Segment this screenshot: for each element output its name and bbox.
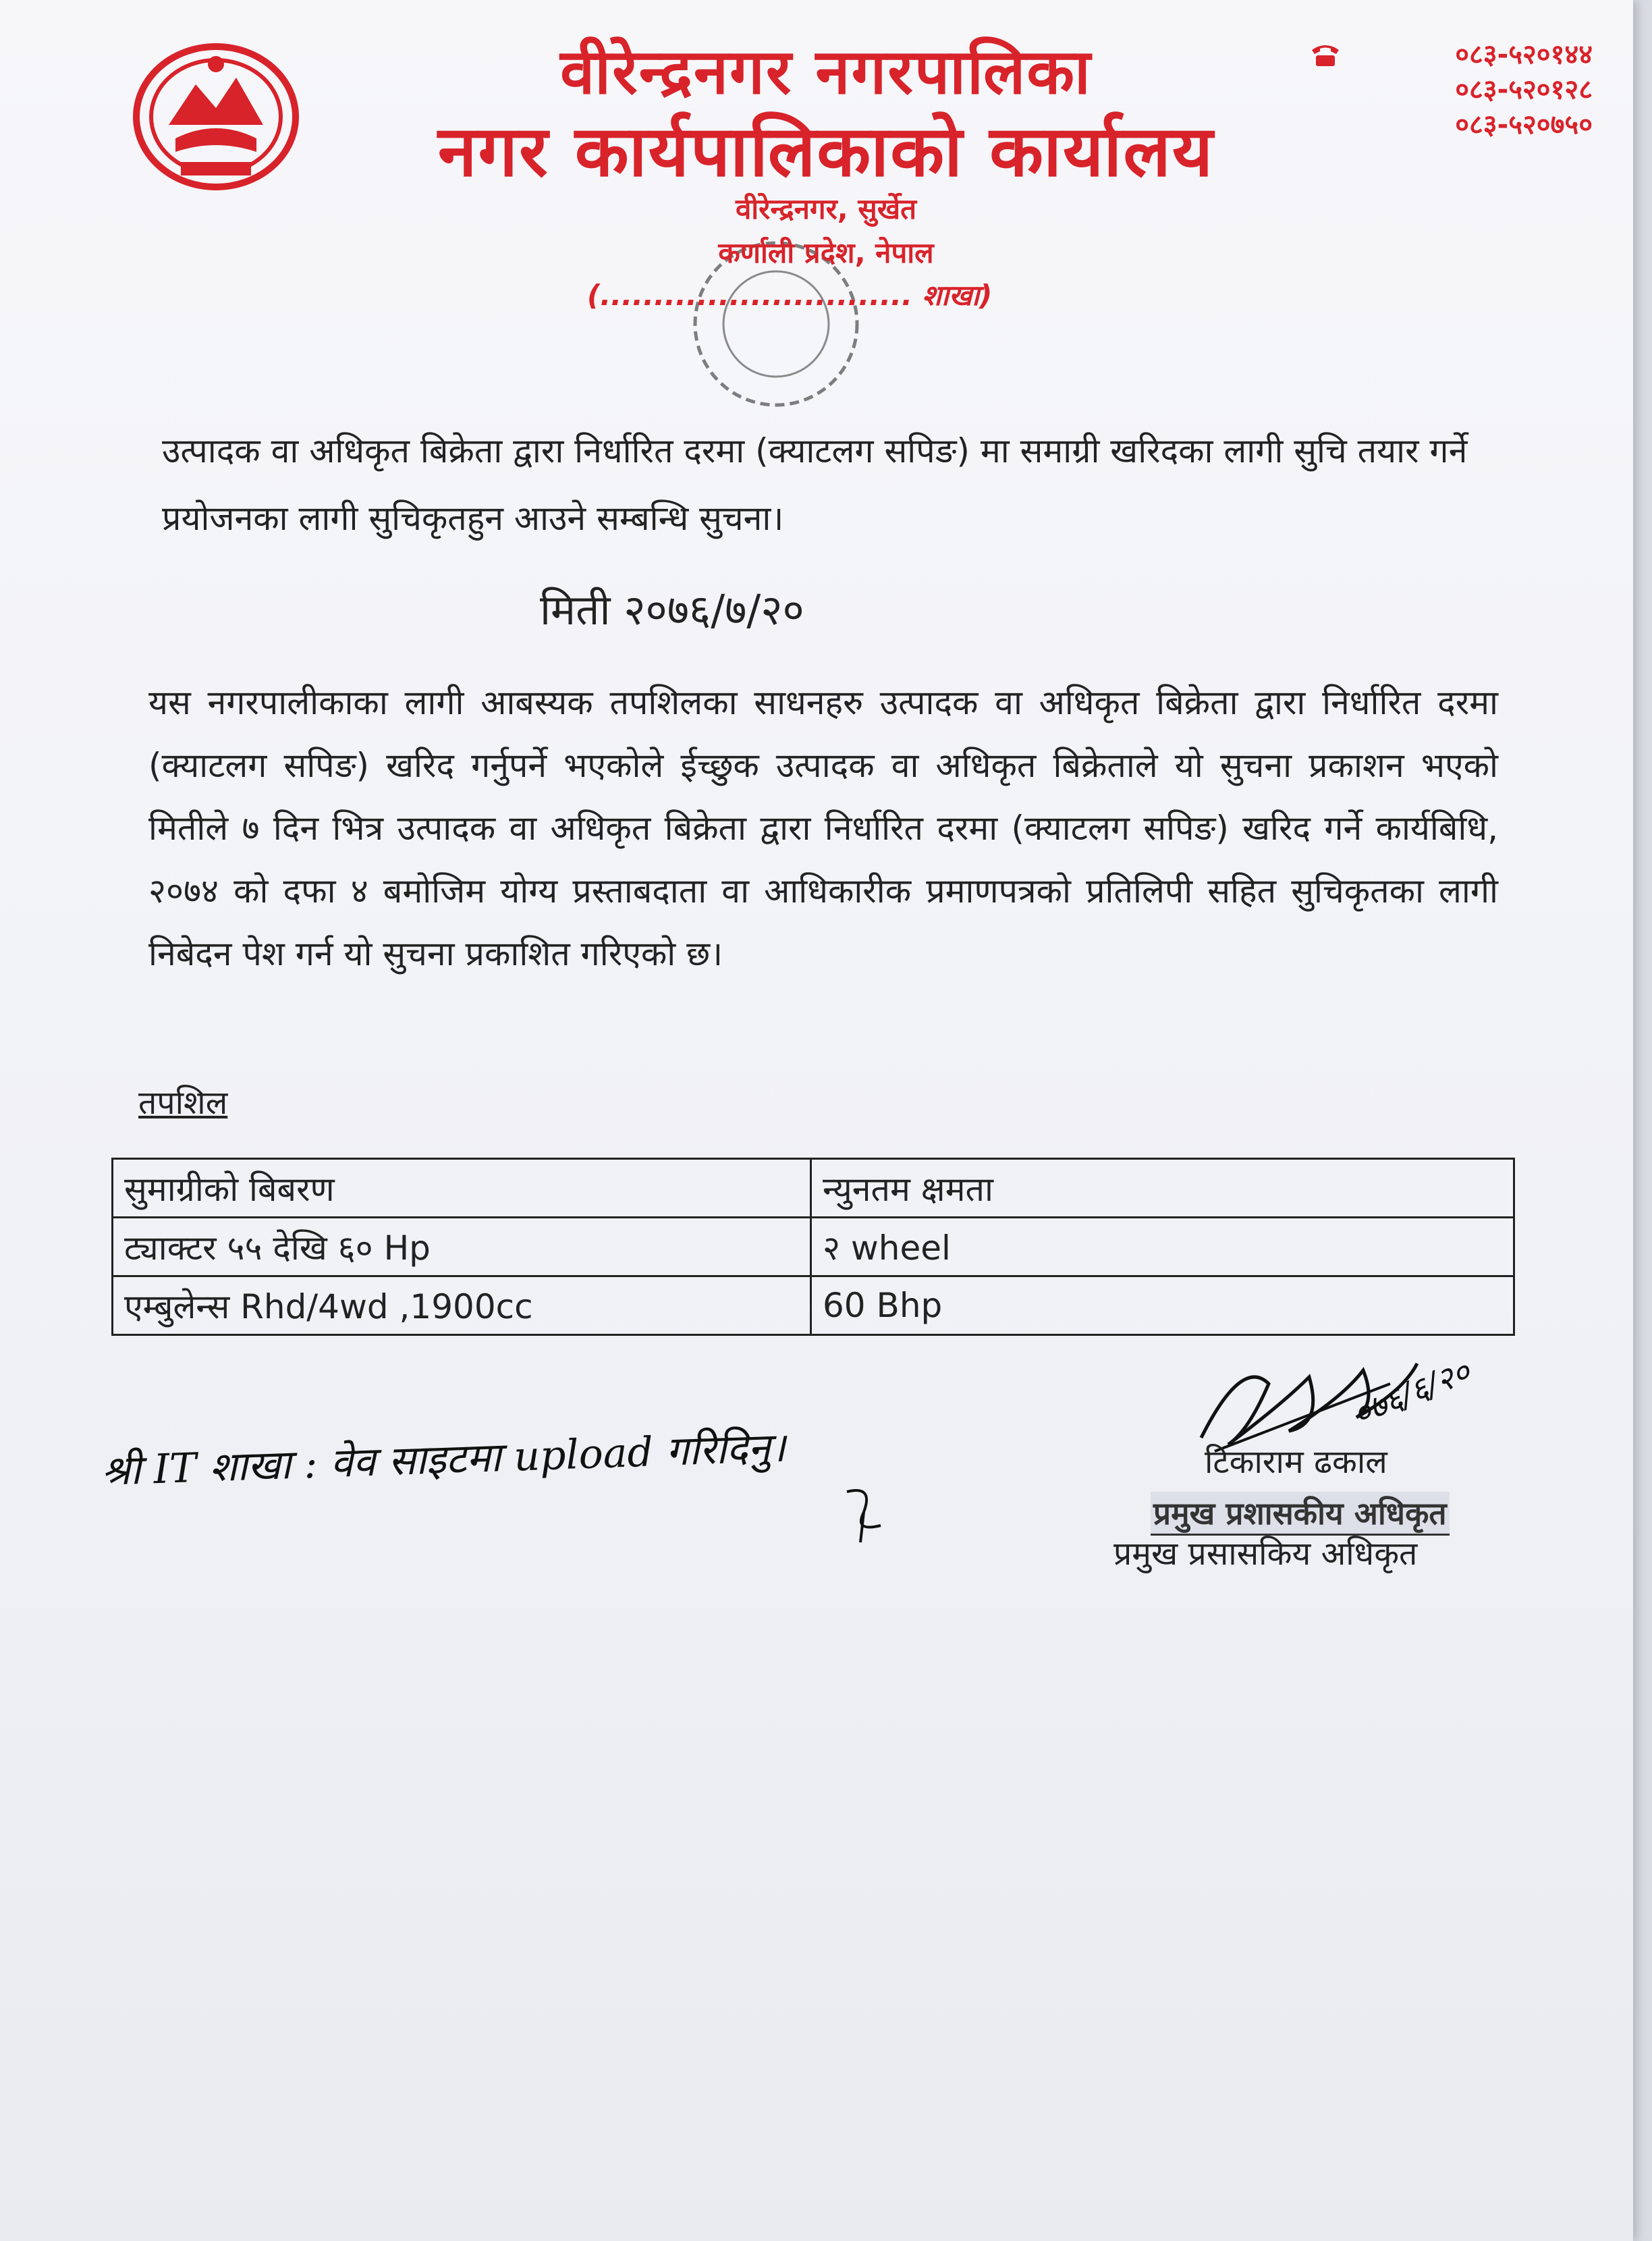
signer-name: टिकाराम ढकाल — [1205, 1443, 1387, 1481]
table-row — [113, 1218, 1514, 1276]
table-header-capacity: न्युनतम क्षमता — [811, 1159, 1514, 1218]
table-header-description: सुमाग्रीको बिबरण — [113, 1159, 811, 1218]
table-header-row — [113, 1159, 1514, 1218]
phone-number: ०८३-५२०१२८ — [1455, 74, 1593, 105]
address-province: कर्णाली प्रदेश, नेपाल — [718, 236, 934, 269]
handwritten-initial — [833, 1478, 894, 1546]
phone-number: ०८३-५२०१४४ — [1455, 39, 1593, 70]
municipality-name: वीरेन्द्रनगर नगरपालिका — [560, 36, 1092, 108]
schedule-heading: तपशिल — [138, 1084, 228, 1122]
notice-subject: उत्पादक वा अधिकृत बिक्रेता द्वारा निर्धारित दरमा (क्याटलग सपिङ) मा समाग्री खरिदका लागी सुचि तयार गर्ने प्रयोजनका लागी सुचिकृतहुन आउने सम्बन्धि सुचना। — [162, 431, 1468, 538]
signature-date: ०७६/६/२० — [1347, 1352, 1476, 1434]
notice-body: यस नगरपालीकाका लागी आबस्यक तपशिलका साधनहरु उत्पादक वा अधिकृत बिक्रेता द्वारा निर्धारित दरमा (क्याटलग सपिङ) खरिद गर्नुपर्ने भएकोले ईच्छुक उत्पादक वा अधिकृत बिक्रेताले यो सुचना प्रकाशन भएको मितीले ७ दिन भित्र उत्पादक वा अधिकृत बिक्रेता द्वारा निर्धारित दरमा (क्याटलग सपिङ) खरिद गर्ने कार्यबिधि, २०७४ को दफा ४ बमोजिम योग्य प्रस्ताबदाता वा आधिकारीक प्रमाणपत्रको प्रतिलिपी सहित सुचिकृतका लागी निबेदन पेश गर्न यो सुचना प्रकाशित गरिएको छ। — [148, 683, 1498, 973]
phone-numbers — [1309, 37, 1593, 142]
branch-line: (............................. शाखा) — [587, 279, 993, 312]
phone-number: ०८३-५२०७५० — [1455, 109, 1593, 140]
items-table — [111, 1158, 1515, 1336]
table-cell: 60 Bhp — [811, 1276, 1514, 1335]
signer-title: प्रमुख प्रसासकिय अधिकृत — [1113, 1535, 1418, 1573]
table-cell: एम्बुलेन्स Rhd/4wd ,1900cc — [113, 1276, 811, 1335]
table-row — [113, 1276, 1514, 1335]
table-cell: २ wheel — [811, 1218, 1514, 1276]
handwritten-note: श्री IT शाखा : वेव साइटमा upload गरिदिनु। — [101, 1424, 787, 1495]
signer-title-stamp: प्रमुख प्रशासकीय अधिकृत — [1151, 1492, 1450, 1536]
notice-date: मिती २०७६/७/२० — [540, 585, 804, 634]
office-name: नगर कार्यपालिकाको कार्यालय — [437, 110, 1215, 192]
address-city: वीरेन्द्रनगर, सुर्खेत — [735, 192, 917, 225]
table-cell: ट्याक्टर ५५ देखि ६० Hp — [113, 1218, 811, 1276]
